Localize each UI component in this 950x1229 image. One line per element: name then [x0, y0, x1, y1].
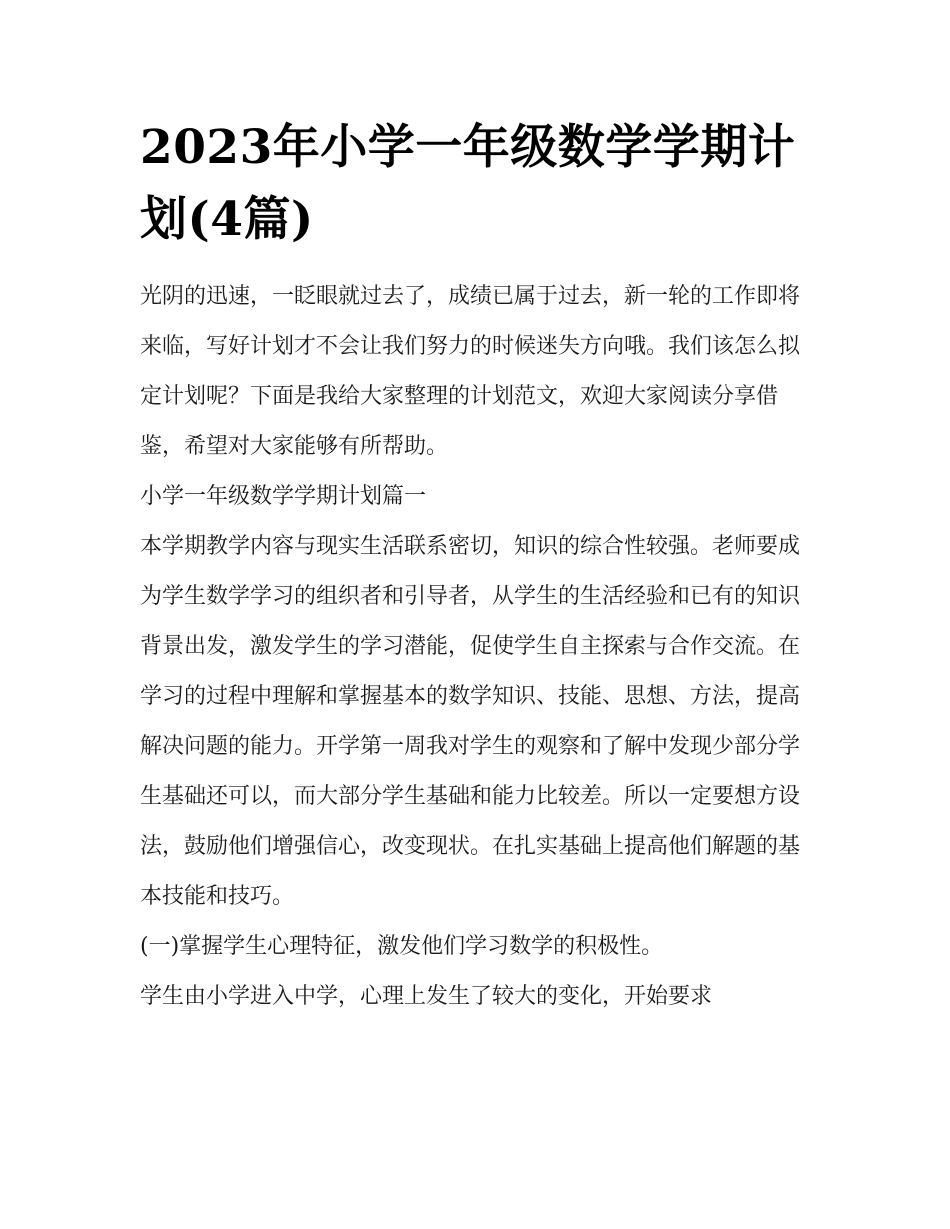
document-page	[140, 112, 820, 1022]
body-paragraph-continued: 学生由小学进入中学，心理上发生了较大的变化，开始要求	[140, 984, 713, 1009]
body-paragraph: 本学期教学内容与现实生活联系密切，知识的综合性较强。老师要成为学生数学学习的组织者和引导者，从学生的生活经验和已有的知识背景出发，激发学生的学习潜能，促使学生自主探索与合作交流。在学习的过程中理解和掌握基本的数学知识、技能、思想、方法，提高解决问题的能力。开学第一周我对学生的观察和了解中发现少部分学生基础还可以，而大部分学生基础和能力比较差。所以一定要想方设法，鼓励他们增强信心，改变现状。在扎实基础上提高他们解题的基本技能和技巧。	[140, 534, 801, 909]
section-heading: 小学一年级数学学期计划篇一	[140, 484, 427, 509]
intro-paragraph: 光阴的迅速，一眨眼就过去了，成绩已属于过去，新一轮的工作即将来临，写好计划才不会让我们努力的时候迷失方向哦。我们该怎么拟定计划呢？下面是我给大家整理的计划范文，欢迎大家阅读分享借鉴，希望对大家能够有所帮助。	[140, 284, 801, 459]
document-body	[140, 272, 820, 1022]
document-title: 2023年小学一年级数学学期计划(4篇)	[140, 120, 796, 247]
subsection-heading: (一)掌握学生心理特征，激发他们学习数学的积极性。	[140, 934, 664, 959]
